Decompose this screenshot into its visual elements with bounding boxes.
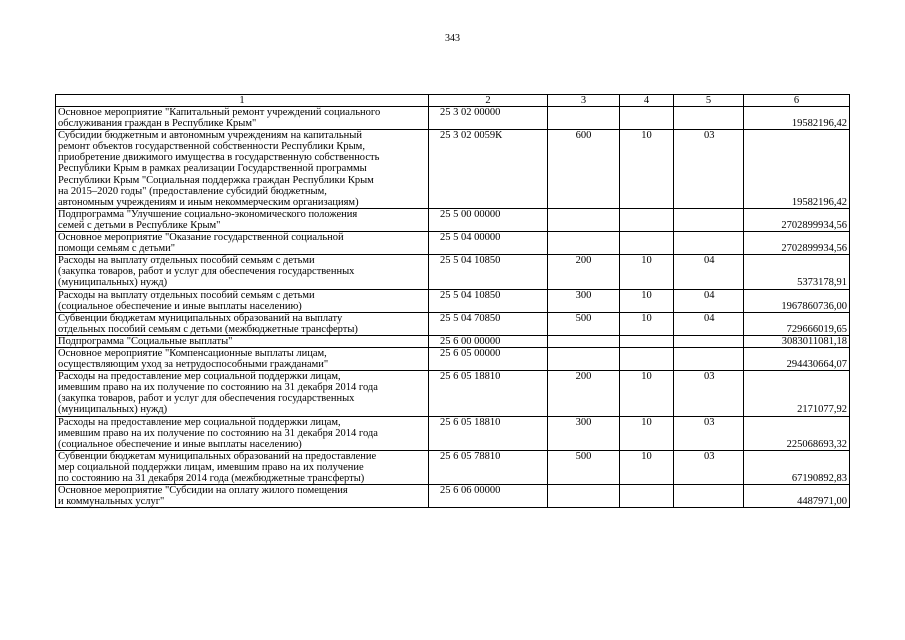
section-cell — [620, 232, 674, 255]
section-cell: 10 — [620, 416, 674, 450]
column-header-5: 5 — [674, 95, 744, 107]
subsection-cell — [674, 485, 744, 508]
subsection-cell: 03 — [674, 450, 744, 484]
row-name-text: Расходы на выплату отдельных пособий семьям с детьми (закупка товаров, работ и услуг для обеспечения государственных (муниципальных) нужд) — [58, 255, 355, 289]
table-row — [56, 255, 850, 289]
row-name-text: Подпрограмма "Улучшение социально-экономического положения семей с детьми в Республике Крым" — [58, 208, 358, 231]
row-name-text: Основное мероприятие "Субсидии на оплату жилого помещения и коммунальных услуг" — [58, 485, 348, 508]
target-code-cell: 25 6 05 78810 — [429, 450, 548, 484]
table-row — [56, 485, 850, 508]
row-name-cell — [56, 232, 429, 255]
subsection-cell — [674, 208, 744, 231]
target-code-cell: 25 6 05 18810 — [429, 371, 548, 416]
amount-cell: 2171077,92 — [744, 371, 850, 416]
row-name-cell — [56, 289, 429, 312]
page-number: 343 — [445, 33, 460, 44]
table-row — [56, 130, 850, 209]
section-cell: 10 — [620, 255, 674, 289]
row-name-text: Субсидии бюджетным и автономным учреждениям на капитальный ремонт объектов государственной собственности Республики Крым, приобретение движимого имущества в государственную собственность Республики Крым в рамках реализации Государственной программы Республики Крым "Социальная поддержка граждан Республики Крым на 2015–2020 годы" (предоставление субсидий бюджетным, автономным учреждениям и иным некоммерческим организациям) — [58, 130, 380, 208]
row-name-cell — [56, 107, 429, 130]
row-name-text: Подпрограмма "Социальные выплаты" — [58, 335, 233, 347]
subsection-cell: 03 — [674, 371, 744, 416]
section-cell — [620, 107, 674, 130]
expense-group-cell: 300 — [548, 289, 620, 312]
amount-cell: 2702899934,56 — [744, 208, 850, 231]
expense-group-cell — [548, 485, 620, 508]
target-code-cell: 25 3 02 00000 — [429, 107, 548, 130]
expense-group-cell: 500 — [548, 312, 620, 335]
amount-cell: 67190892,83 — [744, 450, 850, 484]
table-row — [56, 416, 850, 450]
target-code-cell: 25 6 06 00000 — [429, 485, 548, 508]
amount-cell: 4487971,00 — [744, 485, 850, 508]
row-name-cell — [56, 312, 429, 335]
expense-group-cell: 300 — [548, 416, 620, 450]
target-code-cell: 25 5 04 00000 — [429, 232, 548, 255]
section-cell — [620, 335, 674, 347]
subsection-cell: 04 — [674, 289, 744, 312]
row-name-cell — [56, 450, 429, 484]
row-name-cell — [56, 255, 429, 289]
table-row — [56, 335, 850, 347]
section-cell: 10 — [620, 289, 674, 312]
row-name-cell — [56, 416, 429, 450]
target-code-cell: 25 5 04 10850 — [429, 289, 548, 312]
table-row — [56, 208, 850, 231]
target-code-cell: 25 6 00 00000 — [429, 335, 548, 347]
budget-table-body — [56, 95, 850, 508]
section-cell: 10 — [620, 130, 674, 209]
budget-table — [55, 94, 850, 508]
column-header-2: 2 — [429, 95, 548, 107]
row-name-cell — [56, 371, 429, 416]
row-name-text: Субвенции бюджетам муниципальных образований на выплату отдельных пособий семьям с детьми (межбюджетные трансферты) — [58, 312, 358, 335]
expense-group-cell: 500 — [548, 450, 620, 484]
target-code-cell: 25 5 04 70850 — [429, 312, 548, 335]
amount-cell: 19582196,42 — [744, 107, 850, 130]
row-name-cell — [56, 335, 429, 347]
amount-cell: 294430664,07 — [744, 347, 850, 370]
target-code-cell: 25 6 05 00000 — [429, 347, 548, 370]
expense-group-cell — [548, 232, 620, 255]
row-name-cell — [56, 130, 429, 209]
column-number-row — [56, 95, 850, 107]
amount-cell: 225068693,32 — [744, 416, 850, 450]
amount-cell: 19582196,42 — [744, 130, 850, 209]
subsection-cell: 03 — [674, 416, 744, 450]
expense-group-cell — [548, 347, 620, 370]
table-row — [56, 450, 850, 484]
amount-cell: 729666019,65 — [744, 312, 850, 335]
subsection-cell: 04 — [674, 255, 744, 289]
expense-group-cell — [548, 107, 620, 130]
table-row — [56, 289, 850, 312]
row-name-text: Расходы на предоставление мер социальной поддержки лицам, имевшим право на их получение по состоянию на 31 декабря 2014 года (социальное обеспечение и иные выплаты населению) — [58, 416, 378, 450]
subsection-cell: 04 — [674, 312, 744, 335]
amount-cell: 2702899934,56 — [744, 232, 850, 255]
expense-group-cell: 200 — [548, 255, 620, 289]
subsection-cell: 03 — [674, 130, 744, 209]
column-header-3: 3 — [548, 95, 620, 107]
row-name-cell — [56, 208, 429, 231]
section-cell: 10 — [620, 371, 674, 416]
target-code-cell: 25 6 05 18810 — [429, 416, 548, 450]
subsection-cell — [674, 347, 744, 370]
table-row — [56, 347, 850, 370]
table-row — [56, 232, 850, 255]
target-code-cell: 25 5 00 00000 — [429, 208, 548, 231]
subsection-cell — [674, 335, 744, 347]
subsection-cell — [674, 232, 744, 255]
expense-group-cell — [548, 208, 620, 231]
expense-group-cell: 200 — [548, 371, 620, 416]
row-name-text: Основное мероприятие "Оказание государственной социальной помощи семьям с детьми" — [58, 232, 344, 255]
table-row — [56, 312, 850, 335]
amount-cell: 3083011081,18 — [744, 335, 850, 347]
expense-group-cell — [548, 335, 620, 347]
row-name-text: Основное мероприятие "Капитальный ремонт учреждений социального обслуживания граждан в Республике Крым" — [58, 107, 381, 130]
section-cell: 10 — [620, 312, 674, 335]
section-cell — [620, 208, 674, 231]
expense-group-cell: 600 — [548, 130, 620, 209]
table-row — [56, 371, 850, 416]
row-name-cell — [56, 347, 429, 370]
column-header-1: 1 — [56, 95, 429, 107]
table-row — [56, 107, 850, 130]
amount-cell: 1967860736,00 — [744, 289, 850, 312]
row-name-text: Основное мероприятие "Компенсационные выплаты лицам, осуществляющим уход за нетрудоспособными гражданами" — [58, 347, 329, 371]
subsection-cell — [674, 107, 744, 130]
column-header-6: 6 — [744, 95, 850, 107]
row-name-cell — [56, 485, 429, 508]
row-name-text: Субвенции бюджетам муниципальных образований на предоставление мер социальной поддержки лицам, имевшим право на их получение по состоянию на 31 декабря 2014 года (межбюджетные трансферты) — [58, 450, 377, 484]
row-name-text: Расходы на предоставление мер социальной поддержки лицам, имевшим право на их получение по состоянию на 31 декабря 2014 года (закупка товаров, работ и услуг для обеспечения государственных (муниципальных) нужд) — [58, 371, 378, 416]
row-name-text: Расходы на выплату отдельных пособий семьям с детьми (социальное обеспечение и иные выплаты населению) — [58, 289, 315, 312]
section-cell: 10 — [620, 450, 674, 484]
section-cell — [620, 347, 674, 370]
amount-cell: 5373178,91 — [744, 255, 850, 289]
target-code-cell: 25 5 04 10850 — [429, 255, 548, 289]
target-code-cell: 25 3 02 0059К — [429, 130, 548, 209]
column-header-4: 4 — [620, 95, 674, 107]
section-cell — [620, 485, 674, 508]
